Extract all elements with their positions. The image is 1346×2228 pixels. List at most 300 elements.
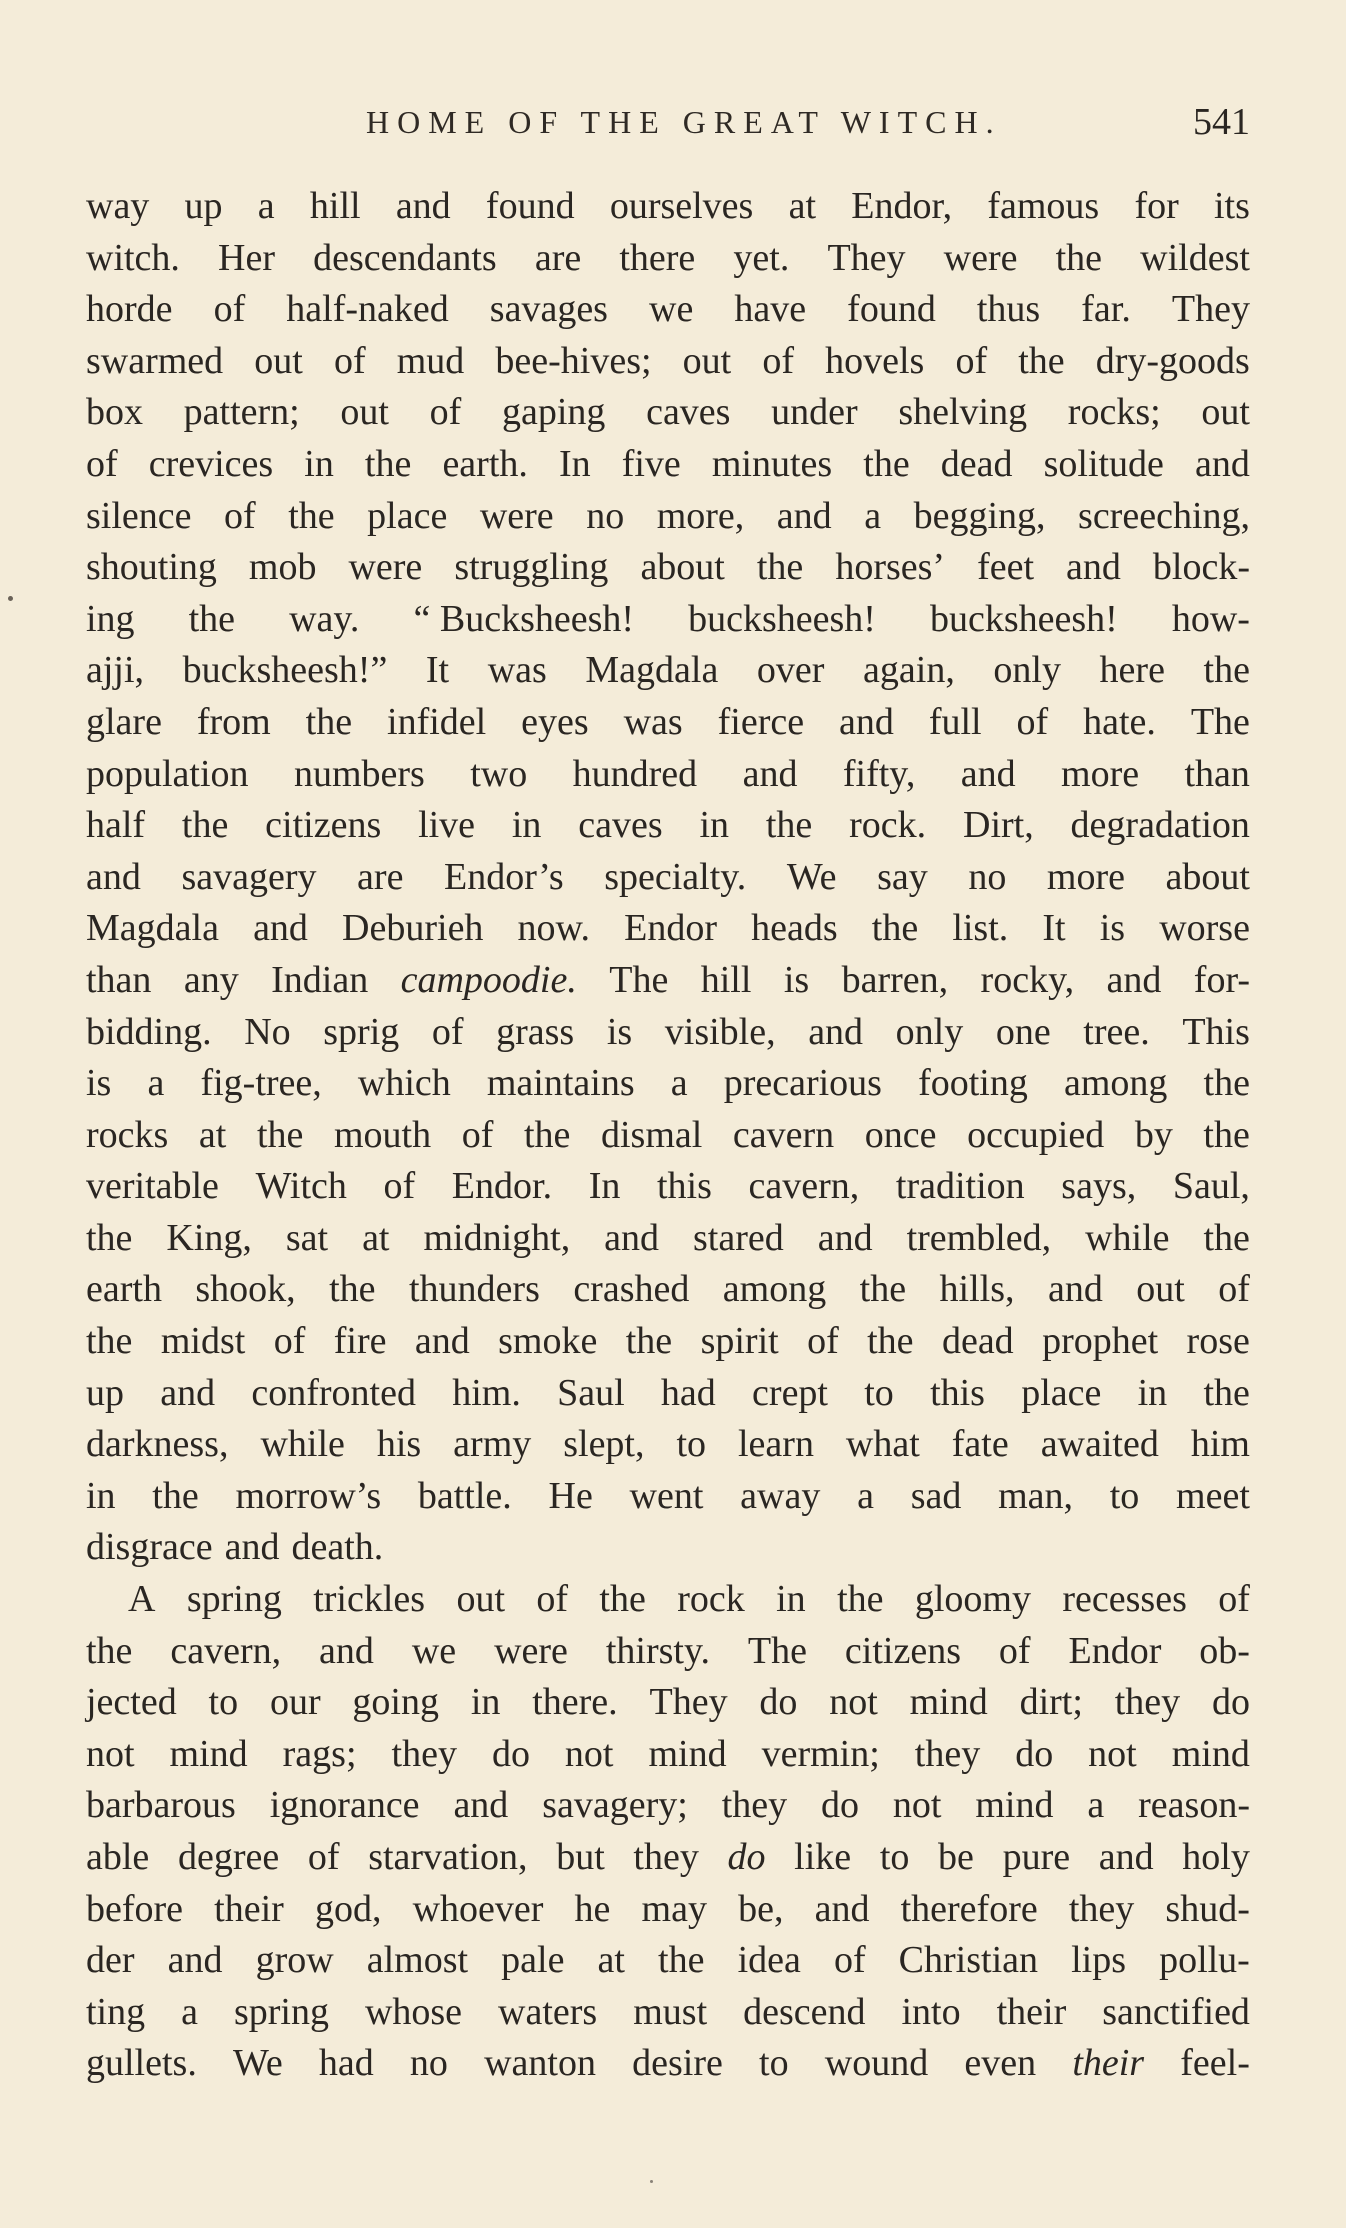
word: they bbox=[914, 1732, 981, 1775]
word: The bbox=[1190, 700, 1250, 743]
word: hovels bbox=[825, 339, 925, 382]
word: mind bbox=[169, 1732, 248, 1775]
word: occupied bbox=[967, 1113, 1105, 1156]
text-line bbox=[86, 1935, 1250, 1987]
word: was bbox=[487, 649, 547, 692]
word: the bbox=[364, 442, 412, 485]
word: feet bbox=[977, 546, 1035, 589]
word: were bbox=[943, 236, 1018, 279]
word: crevices bbox=[148, 442, 274, 485]
word: shelving bbox=[898, 391, 1028, 434]
word: there. bbox=[532, 1681, 618, 1724]
text-line bbox=[86, 594, 1250, 646]
word: the bbox=[1018, 339, 1065, 382]
word: before bbox=[86, 1887, 184, 1930]
word: reason- bbox=[1138, 1784, 1250, 1827]
word: grow bbox=[255, 1939, 334, 1982]
word: found bbox=[847, 288, 936, 331]
word: away bbox=[740, 1474, 821, 1517]
word: crept bbox=[752, 1371, 828, 1414]
paragraph bbox=[86, 1574, 1250, 2090]
word: their bbox=[214, 1887, 284, 1930]
word: army bbox=[453, 1423, 532, 1466]
word: dirt; bbox=[1019, 1681, 1083, 1724]
word: shud- bbox=[1165, 1887, 1250, 1930]
word: confronted bbox=[251, 1371, 416, 1414]
word: fate bbox=[951, 1423, 1009, 1466]
word: to bbox=[676, 1423, 707, 1466]
word: hate. bbox=[1083, 700, 1156, 743]
word: had bbox=[660, 1371, 716, 1414]
word: like bbox=[794, 1836, 852, 1878]
word: went bbox=[629, 1474, 704, 1517]
text-line bbox=[86, 1058, 1250, 1110]
word: screeching, bbox=[1078, 494, 1250, 537]
word: savagery; bbox=[542, 1784, 688, 1827]
word: list. bbox=[952, 907, 1009, 950]
word: dry-goods bbox=[1095, 339, 1250, 382]
word: barren, bbox=[841, 958, 949, 1001]
word: do bbox=[1015, 1732, 1054, 1775]
word: fierce bbox=[717, 700, 805, 743]
word: Deburieh bbox=[342, 907, 484, 950]
word: battle. bbox=[417, 1474, 512, 1517]
word: they bbox=[721, 1784, 788, 1827]
word: horde bbox=[86, 288, 173, 331]
word: five bbox=[621, 442, 681, 485]
word: midnight, bbox=[423, 1216, 571, 1259]
word: rocks bbox=[86, 1113, 169, 1156]
running-head bbox=[86, 101, 1250, 154]
word: of bbox=[431, 1010, 464, 1053]
word: and bbox=[1195, 442, 1250, 485]
word: holy bbox=[1182, 1836, 1250, 1878]
word: they bbox=[391, 1732, 457, 1775]
word: the bbox=[871, 907, 919, 950]
word: yet. bbox=[733, 236, 790, 279]
word: They bbox=[1171, 288, 1250, 331]
word: shouting bbox=[86, 546, 217, 589]
word: among bbox=[722, 1268, 827, 1311]
word: and bbox=[319, 1629, 374, 1672]
word: the bbox=[86, 1216, 133, 1259]
word: of bbox=[461, 1113, 494, 1156]
text-line bbox=[86, 749, 1250, 801]
word: to bbox=[864, 1371, 894, 1414]
word: the bbox=[305, 700, 353, 743]
word: and bbox=[395, 185, 451, 227]
word: is bbox=[86, 1062, 112, 1105]
word: The bbox=[747, 1629, 807, 1672]
word: a bbox=[857, 1474, 874, 1517]
word: rocks; bbox=[1067, 391, 1161, 434]
word: the bbox=[523, 1113, 571, 1156]
word: place bbox=[1021, 1371, 1102, 1414]
word: rocky, bbox=[980, 958, 1075, 1001]
word: morrow’s bbox=[235, 1474, 382, 1517]
word: there bbox=[619, 236, 696, 279]
word: the bbox=[329, 1268, 376, 1311]
word: Dirt, bbox=[963, 804, 1034, 847]
word: the bbox=[1203, 1216, 1250, 1259]
word: sanctified bbox=[1102, 1990, 1250, 2033]
word: silence bbox=[86, 494, 192, 537]
word: and bbox=[453, 1784, 509, 1827]
text-line bbox=[86, 852, 1250, 904]
word: specialty. bbox=[604, 855, 747, 898]
text-line bbox=[86, 439, 1250, 491]
text-line bbox=[86, 1884, 1250, 1936]
text-line bbox=[86, 181, 1250, 233]
word: do bbox=[759, 1681, 798, 1724]
text-line bbox=[86, 1832, 1250, 1884]
word: Endor’s bbox=[444, 855, 564, 898]
word: in bbox=[511, 804, 542, 847]
word: the bbox=[1203, 1062, 1250, 1105]
word: “ Bucksheesh! bbox=[413, 597, 635, 640]
word: of bbox=[213, 288, 246, 331]
word: are bbox=[357, 855, 404, 898]
word: pattern; bbox=[183, 391, 300, 434]
word: half bbox=[86, 804, 146, 847]
word: solitude bbox=[1043, 442, 1164, 485]
word: gaping bbox=[501, 391, 606, 434]
text-line bbox=[86, 1161, 1250, 1213]
word: Christian bbox=[898, 1939, 1038, 1982]
text-line bbox=[86, 1007, 1250, 1059]
word: the bbox=[837, 1578, 884, 1621]
word: Saul, bbox=[1172, 1165, 1250, 1208]
word: a bbox=[147, 1062, 165, 1105]
word: this bbox=[656, 1165, 712, 1208]
word: swarmed bbox=[86, 339, 224, 382]
text-line bbox=[86, 800, 1250, 852]
word: among bbox=[1063, 1062, 1168, 1105]
word: trembled, bbox=[906, 1216, 1052, 1259]
word: no bbox=[968, 855, 1007, 898]
word: gullets. bbox=[86, 2042, 197, 2085]
word: about bbox=[640, 546, 725, 589]
word: and bbox=[604, 1216, 660, 1259]
word: to bbox=[1109, 1474, 1140, 1517]
word: and bbox=[776, 494, 832, 537]
word: and bbox=[1098, 1836, 1154, 1878]
word: hundred bbox=[572, 752, 698, 795]
text-line bbox=[86, 1471, 1250, 1523]
word: one bbox=[995, 1010, 1051, 1053]
word: worse bbox=[1159, 907, 1250, 950]
word: out bbox=[340, 391, 389, 434]
word: midst bbox=[160, 1320, 246, 1363]
word: vermin; bbox=[761, 1732, 880, 1775]
word: cavern, bbox=[748, 1165, 860, 1208]
word: they bbox=[1114, 1681, 1181, 1724]
word: the bbox=[181, 804, 229, 847]
word: We bbox=[233, 2042, 283, 2085]
text-line bbox=[86, 1729, 1250, 1781]
word: earth bbox=[86, 1268, 162, 1311]
word: man, bbox=[998, 1474, 1074, 1517]
word: not bbox=[829, 1681, 878, 1724]
word: is bbox=[606, 1010, 633, 1053]
text-line bbox=[86, 491, 1250, 543]
word: out bbox=[1136, 1268, 1185, 1311]
word: of bbox=[307, 1836, 340, 1878]
word: of bbox=[807, 1320, 839, 1363]
word: not bbox=[1088, 1732, 1137, 1775]
word: way bbox=[86, 185, 150, 227]
word: must bbox=[633, 1990, 708, 2033]
word: Indian bbox=[271, 958, 369, 1001]
word: the bbox=[863, 442, 910, 485]
word: descend bbox=[743, 1990, 866, 2033]
word: trickles bbox=[313, 1578, 426, 1621]
word: Her bbox=[218, 236, 276, 279]
word: ignorance bbox=[269, 1784, 420, 1827]
text-line bbox=[86, 284, 1250, 336]
word: idea bbox=[737, 1939, 801, 1982]
word: of bbox=[955, 339, 988, 382]
word: cavern bbox=[732, 1113, 835, 1156]
word: rock bbox=[677, 1578, 745, 1621]
word: going bbox=[352, 1681, 439, 1724]
word: earth. bbox=[442, 442, 528, 485]
word: The bbox=[609, 958, 669, 1001]
word: cavern, bbox=[170, 1629, 282, 1672]
word: our bbox=[269, 1681, 321, 1724]
word: out bbox=[1201, 391, 1250, 434]
word: hills, bbox=[939, 1268, 1015, 1311]
word: ing bbox=[86, 597, 135, 640]
text-line bbox=[86, 903, 1250, 955]
word: he bbox=[574, 1887, 611, 1930]
word: up bbox=[184, 185, 223, 227]
word: the bbox=[86, 1629, 133, 1672]
word: at bbox=[597, 1939, 625, 1982]
word: up bbox=[86, 1371, 124, 1414]
word: starvation, bbox=[368, 1836, 528, 1878]
word: to bbox=[879, 1836, 910, 1878]
word: tradition bbox=[895, 1165, 1025, 1208]
word: be, bbox=[738, 1887, 784, 1930]
word: of bbox=[383, 1165, 416, 1208]
word: block- bbox=[1152, 546, 1250, 589]
word: and bbox=[814, 1887, 870, 1930]
word: and bbox=[960, 752, 1016, 795]
word: waters bbox=[498, 1990, 598, 2033]
word: disgrace bbox=[86, 1526, 213, 1569]
word: box bbox=[86, 391, 143, 434]
body-text bbox=[86, 181, 1250, 2090]
text-line bbox=[86, 697, 1250, 749]
word: but bbox=[556, 1836, 605, 1878]
word: thirsty. bbox=[605, 1629, 710, 1672]
word: half-naked bbox=[286, 288, 449, 331]
word: spirit bbox=[700, 1320, 779, 1363]
word: of bbox=[273, 1320, 306, 1363]
text-line bbox=[86, 645, 1250, 697]
word: ourselves bbox=[609, 185, 754, 227]
word: lips bbox=[1071, 1939, 1126, 1982]
word: A bbox=[128, 1578, 156, 1621]
word: a bbox=[1087, 1784, 1105, 1827]
word: Saul bbox=[557, 1371, 625, 1414]
word: and bbox=[224, 1526, 280, 1569]
word: of bbox=[1218, 1268, 1250, 1311]
word: than bbox=[86, 958, 152, 1001]
word: the bbox=[1203, 1371, 1250, 1414]
word: more bbox=[1046, 855, 1125, 898]
word: veritable bbox=[86, 1165, 219, 1208]
word: of bbox=[224, 494, 256, 537]
word: sat bbox=[285, 1216, 329, 1259]
word: Endor bbox=[624, 907, 718, 950]
word: fifty, bbox=[842, 752, 916, 795]
word: thunders bbox=[409, 1268, 540, 1311]
word: thus bbox=[976, 288, 1041, 331]
word: visible, bbox=[664, 1010, 776, 1053]
word: are bbox=[534, 236, 582, 279]
word: He bbox=[548, 1474, 593, 1517]
word: for- bbox=[1193, 958, 1250, 1001]
text-line bbox=[86, 1626, 1250, 1678]
text-line bbox=[86, 1987, 1250, 2039]
word: its bbox=[1214, 185, 1250, 227]
word: darkness, bbox=[86, 1423, 229, 1466]
word: crashed bbox=[573, 1268, 690, 1311]
word: In bbox=[588, 1165, 621, 1208]
word: at bbox=[362, 1216, 390, 1259]
word: prophet bbox=[1042, 1320, 1159, 1363]
word: under bbox=[771, 391, 858, 434]
word: god, bbox=[314, 1887, 382, 1930]
word: for bbox=[1134, 185, 1179, 227]
word: and bbox=[1106, 958, 1162, 1001]
word: they bbox=[633, 1836, 699, 1878]
word: bee-hives; bbox=[495, 339, 652, 382]
word: were bbox=[479, 494, 554, 537]
paragraph bbox=[86, 181, 1250, 1574]
word: was bbox=[623, 700, 683, 743]
word: in bbox=[470, 1681, 501, 1724]
word: and bbox=[808, 1010, 864, 1053]
word: of bbox=[762, 339, 794, 382]
word: population bbox=[86, 752, 249, 795]
word: and bbox=[160, 1371, 216, 1414]
word: Endor. bbox=[451, 1165, 553, 1208]
word: spring bbox=[233, 1990, 329, 2033]
word: the bbox=[625, 1320, 673, 1363]
word: and bbox=[253, 907, 308, 950]
word: savages bbox=[489, 288, 608, 331]
word: begging, bbox=[913, 494, 1046, 537]
word: not bbox=[892, 1784, 942, 1827]
word: It bbox=[425, 649, 450, 692]
word: the bbox=[188, 597, 236, 640]
word: which bbox=[357, 1062, 451, 1105]
word: It bbox=[1042, 907, 1066, 950]
word: whose bbox=[364, 1990, 463, 2033]
running-title: HOME OF THE GREAT WITCH. bbox=[366, 104, 1002, 140]
word: way. bbox=[289, 597, 360, 640]
word: rock. bbox=[849, 804, 927, 847]
word: and bbox=[742, 752, 798, 795]
word: almost bbox=[366, 1939, 469, 1982]
word: mind bbox=[909, 1681, 988, 1724]
word: savagery bbox=[181, 855, 317, 898]
word: and bbox=[1047, 1268, 1103, 1311]
word: out bbox=[254, 339, 303, 382]
word: their bbox=[996, 1990, 1067, 2033]
word: wound bbox=[824, 2042, 929, 2085]
word: here bbox=[1099, 649, 1165, 692]
word: citizens bbox=[265, 804, 382, 847]
word: once bbox=[864, 1113, 937, 1156]
word: says, bbox=[1061, 1165, 1137, 1208]
word: at bbox=[198, 1113, 227, 1156]
word: meet bbox=[1176, 1474, 1250, 1517]
word: learn bbox=[738, 1423, 814, 1466]
word: of bbox=[1016, 700, 1049, 743]
word: barbarous bbox=[86, 1784, 236, 1827]
word: more bbox=[1061, 752, 1140, 795]
word: wildest bbox=[1140, 236, 1250, 279]
text-line bbox=[86, 1522, 1250, 1574]
word: King, bbox=[166, 1216, 252, 1259]
word: a bbox=[670, 1062, 688, 1105]
text-line bbox=[86, 1213, 1250, 1265]
word: footing bbox=[918, 1062, 1028, 1105]
bottom-speck bbox=[650, 2180, 653, 2183]
word: him. bbox=[452, 1371, 521, 1414]
word: the bbox=[1055, 236, 1103, 279]
word: mouth bbox=[333, 1113, 432, 1156]
word: smoke bbox=[498, 1320, 598, 1363]
word: ting bbox=[86, 1990, 146, 2033]
word: no bbox=[409, 2042, 448, 2085]
word: pure bbox=[1002, 1836, 1071, 1878]
word: therefore bbox=[900, 1887, 1038, 1930]
word: were bbox=[494, 1629, 568, 1672]
word: rose bbox=[1186, 1320, 1250, 1363]
word: the bbox=[256, 1113, 304, 1156]
word: say bbox=[877, 855, 928, 898]
text-line bbox=[86, 387, 1250, 439]
word: They bbox=[827, 236, 906, 279]
word: the bbox=[86, 1320, 133, 1363]
word: they bbox=[1068, 1887, 1135, 1930]
word: No bbox=[244, 1010, 291, 1053]
word: of bbox=[1218, 1578, 1250, 1621]
word: dead bbox=[941, 1320, 1014, 1363]
word: slept, bbox=[563, 1423, 645, 1466]
text-line bbox=[86, 336, 1250, 388]
word: precarious bbox=[723, 1062, 882, 1105]
word: whoever bbox=[412, 1887, 544, 1930]
word: maintains bbox=[486, 1062, 635, 1105]
word: the bbox=[756, 546, 804, 589]
word: der bbox=[86, 1939, 135, 1982]
word: more, bbox=[656, 494, 745, 537]
text-line bbox=[86, 955, 1250, 1007]
word: bidding. bbox=[86, 1010, 212, 1053]
word: mind bbox=[648, 1732, 727, 1775]
word: of bbox=[86, 442, 118, 485]
word: two bbox=[470, 752, 528, 795]
word: horses’ bbox=[835, 546, 946, 589]
word: the bbox=[1203, 1113, 1250, 1156]
word: numbers bbox=[293, 752, 425, 795]
